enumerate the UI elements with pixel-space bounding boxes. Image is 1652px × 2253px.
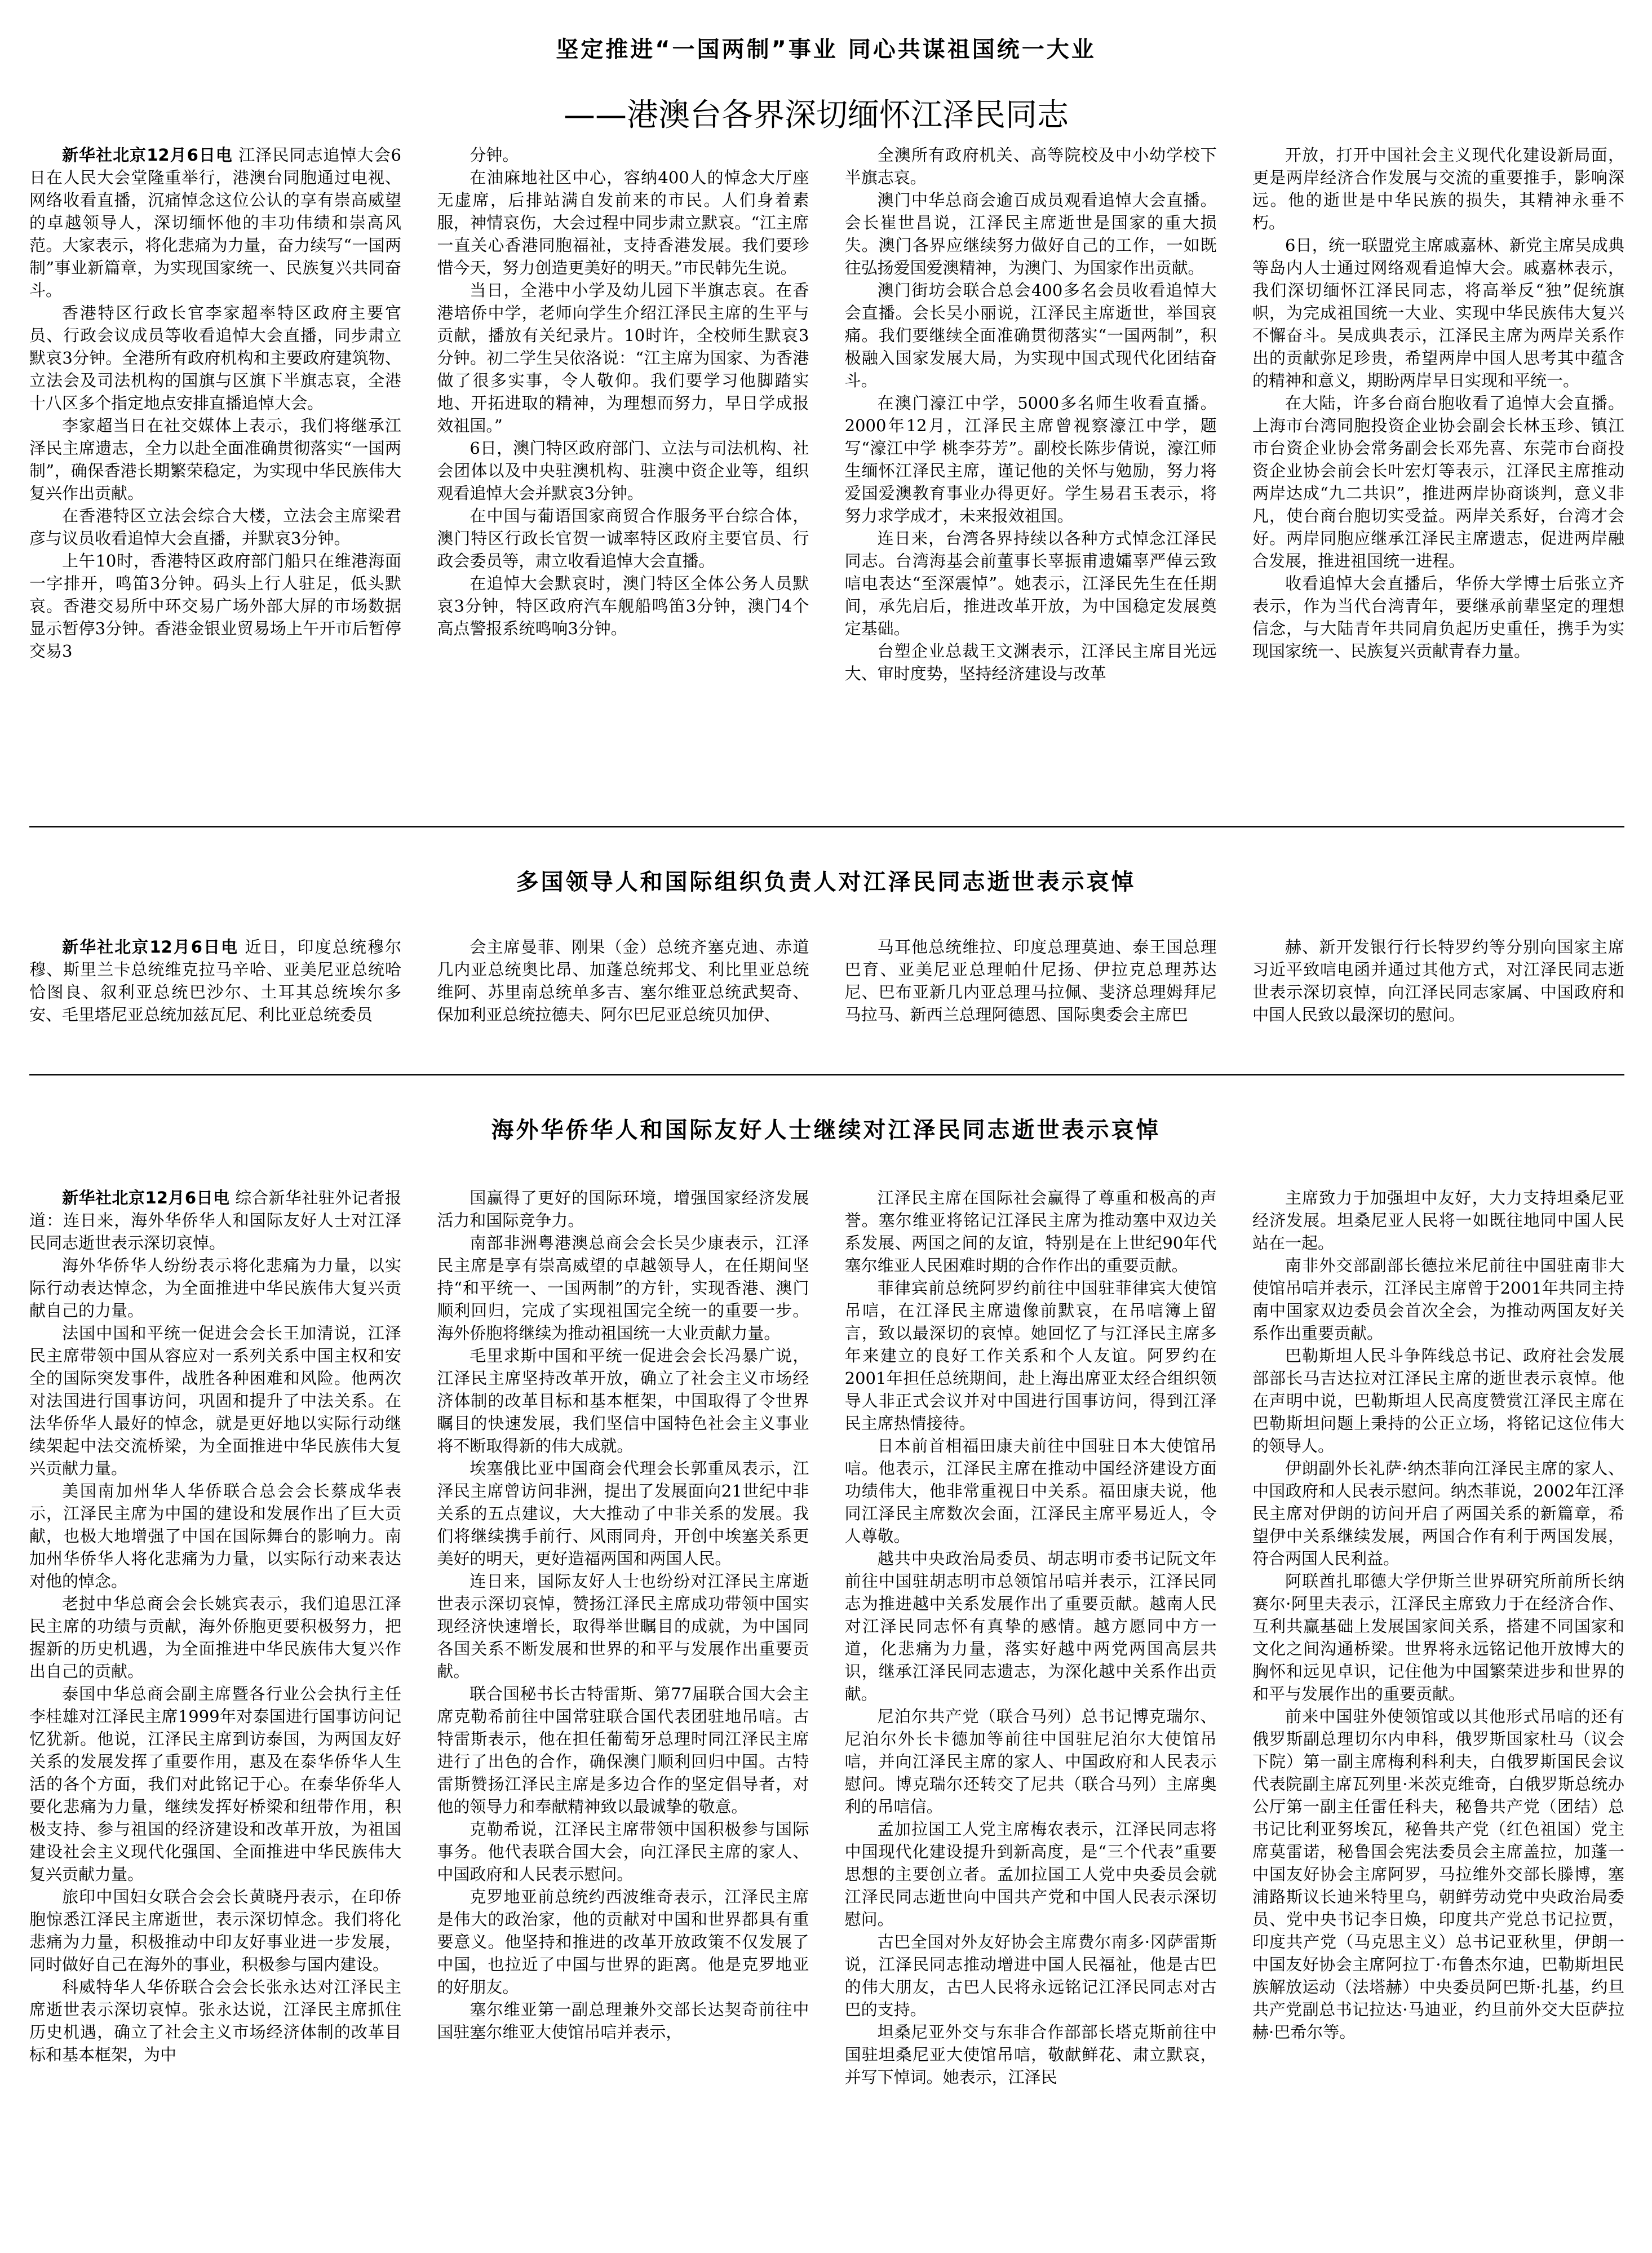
article-paragraph xyxy=(845,1187,1217,1277)
article-column xyxy=(1252,1187,1624,2243)
paragraph-text: 孟加拉国工人党主席梅农表示，江泽民同志将中国现代化建设提升到新高度，是“三个代表”重要思想的主要创立者。孟加拉国工人党中央委员会就江泽民同志逝世向中国共产党和中国人民表示深切慰问。 xyxy=(844,1820,1217,1929)
paragraph-text: 近日，印度总统穆尔穆、斯里兰卡总统维克拉马辛哈、亚美尼亚总统哈恰图良、叙利亚总统巴沙尔、土耳其总统埃尔多安、毛里塔尼亚总统加兹瓦尼、利比亚总统委员 xyxy=(29,937,401,1024)
article-paragraph xyxy=(1252,1705,1624,2043)
paragraph-text: 全澳所有政府机关、高等院校及中小幼学校下半旗志哀。 xyxy=(844,145,1217,187)
article-paragraph xyxy=(29,414,401,504)
paragraph-text: 在中国与葡语国家商贸合作服务平台综合体，澳门特区行政长官贺一诚率特区政府主要官员、行政会委员等，肃立收看追悼大会直播。 xyxy=(437,506,809,570)
article-column xyxy=(29,1187,401,2243)
paragraph-text: 泰国中华总商会副主席暨各行业公会执行主任李桂雄对江泽民主席1999年对泰国进行国事访问记忆犹新。他说，江泽民主席到访泰国，为两国友好关系的发展发挥了重要作用，惠及在泰华侨华人生活的各个方面，我们对此铭记于心。在泰华侨华人要化悲痛为力量，继续发挥好桥梁和纽带作用，积极支持、参与祖国的经济建设和改革开放，为祖国建设社会主义现代化强国、全面推进中华民族伟大复兴贡献力量。 xyxy=(29,1684,401,1884)
article-paragraph xyxy=(29,302,401,414)
article-paragraph xyxy=(1252,1254,1624,1344)
article-paragraph xyxy=(437,1818,809,1885)
paragraph-text: 当日，全港中小学及幼儿园下半旗志哀。在香港培侨中学，老师向学生介绍江泽民主席的生平与贡献，播放有关纪录片。10时许，全校师生默哀3分钟。初二学生吴依洛说：“江主席为国家、为香港做了很多实事，令人敬仰。我们要学习他脚踏实地、开拓进取的精神，为理想而努力，早日学成报效祖国。” xyxy=(437,281,809,435)
article-paragraph xyxy=(845,527,1217,640)
article-paragraph xyxy=(1252,936,1624,1026)
article-paragraph xyxy=(437,1344,809,1457)
article-overseas-chinese xyxy=(29,1187,1624,2243)
paragraph-text: 6日，统一联盟党主席戚嘉林、新党主席吴成典等岛内人士通过网络观看追悼大会。戚嘉林表示，我们深切缅怀江泽民同志，将高举反“独”促统旗帜，为完成祖国统一大业、实现中华民族伟大复兴不懈奋斗。吴成典表示，江泽民主席为两岸关系作出的贡献弥足珍贵，希望两岸中国人思考其中蕴含的精神和意义，期盼两岸早日实现和平统一。 xyxy=(1252,236,1624,390)
paragraph-text: 会主席曼菲、刚果（金）总统齐塞克迪、赤道几内亚总统奥比昂、加蓬总统邦戈、利比里亚总统维阿、苏里南总统单多吉、塞尔维亚总统武契奇、保加利亚总统拉德夫、阿尔巴尼亚总统贝加伊、 xyxy=(437,937,809,1024)
paragraph-text: 连日来，台湾各界持续以各种方式悼念江泽民同志。台湾海基会前董事长辜振甫遗孀辜严倬云致唁电表达“至深震悼”。她表示，江泽民先生在任期间，承先启后，推进改革开放，为中国稳定发展奠定基础。 xyxy=(844,529,1217,638)
article-paragraph xyxy=(845,279,1217,392)
article-paragraph xyxy=(437,279,809,437)
article-paragraph xyxy=(1252,1570,1624,1705)
article-column xyxy=(1252,144,1624,815)
article-column xyxy=(845,1187,1217,2243)
paragraph-text: 香港特区行政长官李家超率特区政府主要官员、行政会议成员等收看追悼大会直播，同步肃立默哀3分钟。全港所有政府机构和主要政府建筑物、立法会及司法机构的国旗与区旗下半旗志哀，全港十八区多个指定地点安排直播追悼大会。 xyxy=(29,303,401,413)
dateline: 新华社北京12月6日电 xyxy=(62,145,233,165)
paragraph-text: 开放，打开中国社会主义现代化建设新局面，更是两岸经济合作发展与交流的重要推手，影响深远。他的逝世是中华民族的损失，其精神永垂不朽。 xyxy=(1252,145,1624,232)
paragraph-text: 法国中国和平统一促进会会长王加清说，江泽民主席带领中国从容应对一系列关系中国主权和安全的国际突发事件，战胜各种困难和风险。他两次对法国进行国事访问，巩固和提升了中法关系。在法华侨华人最好的悼念，就是更好地以实际行动继续架起中法交流桥梁，为全面推进中华民族伟大复兴贡献力量。 xyxy=(29,1324,401,1478)
article-paragraph xyxy=(437,1232,809,1344)
article-column xyxy=(437,144,809,815)
article-paragraph xyxy=(29,550,401,662)
article-paragraph xyxy=(845,2021,1217,2088)
article-paragraph xyxy=(437,144,809,166)
article-paragraph xyxy=(29,144,401,302)
paragraph-text: 南部非洲粤港澳总商会会长吴少康表示，江泽民主席是享有崇高威望的卓越领导人，在任期间坚持“和平统一、一国两制”的方针，实现香港、澳门顺利回归，完成了实现祖国完全统一的重要一步。海外侨胞将继续为推动祖国统一大业贡献力量。 xyxy=(437,1233,809,1343)
paragraph-text: 澳门街坊会联合总会400多名会员收看追悼大会直播。会长吴小丽说，江泽民主席逝世，举国哀痛。我们要继续全面准确贯彻落实“一国两制”，积极融入国家发展大局，为实现中国式现代化团结奋斗。 xyxy=(844,281,1217,390)
article-paragraph xyxy=(437,1570,809,1683)
article-paragraph xyxy=(1252,1187,1624,1254)
headline-foreign-leaders-condolences: 多国领导人和国际组织负责人对江泽民同志逝世表示哀悼 xyxy=(516,869,1136,895)
article-paragraph xyxy=(437,1457,809,1570)
paragraph-text: 国赢得了更好的国际环境，增强国家经济发展活力和国际竞争力。 xyxy=(437,1188,809,1230)
article-paragraph xyxy=(845,392,1217,527)
article-paragraph xyxy=(1252,1344,1624,1457)
section-divider xyxy=(29,826,1624,827)
paragraph-text: 澳门中华总商会逾百成员观看追悼大会直播。会长崔世昌说，江泽民主席逝世是国家的重大损失。澳门各界应继续努力做好自己的工作，一如既往弘扬爱国爱澳精神，为澳门、为国家作出贡献。 xyxy=(844,191,1217,277)
article-paragraph xyxy=(845,1818,1217,1931)
paragraph-text: 日本前首相福田康夫前往中国驻日本大使馆吊唁。他表示，江泽民主席在推动中国经济建设方面功绩伟大，他非常重视日中关系。福田康夫说，他同江泽民主席数次会面，江泽民主席平易近人，令人尊敬。 xyxy=(844,1436,1217,1546)
paragraph-text: 分钟。 xyxy=(470,145,519,165)
article-paragraph xyxy=(437,1683,809,1818)
paragraph-text: 江泽民主席在国际社会赢得了尊重和极高的声誉。塞尔维亚将铭记江泽民主席为推动塞中双边关系发展、两国之间的友谊，特别是在上世纪90年代塞尔维亚人民困难时期的合作作出的重要贡献。 xyxy=(844,1188,1217,1275)
article-paragraph xyxy=(29,1322,401,1480)
article-paragraph xyxy=(29,504,401,550)
paragraph-text: 坦桑尼亚外交与东非合作部部长塔克斯前往中国驻坦桑尼亚大使馆吊唁，敬献鲜花、肃立默哀，并写下悼词。她表示，江泽民 xyxy=(844,2022,1217,2087)
article-paragraph xyxy=(29,1683,401,1885)
article-paragraph xyxy=(845,144,1217,189)
paragraph-text: 埃塞俄比亚中国商会代理会长郭重凤表示，江泽民主席曾访问非洲，提出了发展面向21世纪中非关系的五点建议，大大推动了中非关系的发展。我们将继续携手前行、风雨同舟，开创中埃塞关系更美好的明天，更好造福两国和两国人民。 xyxy=(437,1459,809,1568)
paragraph-text: 尼泊尔共产党（联合马列）总书记博克瑞尔、尼泊尔外长卡德加等前往中国驻尼泊尔大使馆吊唁，并向江泽民主席的家人、中国政府和人民表示慰问。博克瑞尔还转交了尼共（联合马列）主席奥利的吊唁信。 xyxy=(844,1707,1217,1816)
paragraph-text: 收看追悼大会直播后，华侨大学博士后张立齐表示，作为当代台湾青年，要继承前辈坚定的理想信念，与大陆青年共同肩负起历史重任，携手为实现国家统一、民族复兴贡献青春力量。 xyxy=(1252,574,1624,661)
article-hk-macao-taiwan xyxy=(29,144,1624,815)
article-paragraph xyxy=(845,1705,1217,1818)
article-paragraph xyxy=(1252,234,1624,392)
article-paragraph xyxy=(29,1480,401,1592)
paragraph-text: 在澳门濠江中学，5000多名师生收看直播。2000年12月，江泽民主席曾视察濠江中学，题写“濠江中学 桃李芬芳”。副校长陈步倩说，濠江师生缅怀江泽民主席，谨记他的关怀与勉励，努力将爱国爱澳教育事业办得更好。学生易君玉表示，将努力求学成才，未来报效祖国。 xyxy=(844,393,1217,525)
paragraph-text: 南非外交部副部长德拉米尼前往中国驻南非大使馆吊唁并表示，江泽民主席曾于2001年共同主持南中国家双边委员会首次全会，为推动两国友好关系作出重要贡献。 xyxy=(1252,1256,1624,1343)
article-paragraph xyxy=(437,572,809,640)
paragraph-text: 6日，澳门特区政府部门、立法与司法机构、社会团体以及中央驻澳机构、驻澳中资企业等，组织观看追悼大会并默哀3分钟。 xyxy=(437,439,809,503)
article-paragraph xyxy=(437,936,809,1026)
article-paragraph xyxy=(845,189,1217,279)
article-paragraph xyxy=(29,1976,401,2066)
headline-tribute-hk-macao-taiwan: 坚定推进“一国两制”事业 同心共谋祖国统一大业 xyxy=(556,37,1096,63)
paragraph-text: 在油麻地社区中心，容纳400人的悼念大厅座无虚席，后排站满自发前来的市民。人们身着素服，神情哀伤，大会过程中同步肃立默哀。“江主席一直关心香港同胞福祉，支持香港发展。我们要珍惜今天，努力创造更美好的明天。”市民韩先生说。 xyxy=(437,168,809,277)
article-paragraph xyxy=(1252,1457,1624,1570)
dateline: 新华社北京12月6日电 xyxy=(62,1188,230,1207)
paragraph-text: 老挝中华总商会会长姚宾表示，我们追思江泽民主席的功绩与贡献，海外侨胞更要积极努力，把握新的历史机遇，为全面推进中华民族伟大复兴作出自己的贡献。 xyxy=(29,1594,401,1681)
paragraph-text: 联合国秘书长古特雷斯、第77届联合国大会主席克勒希前往中国常驻联合国代表团驻地吊唁。古特雷斯表示，他在担任葡萄牙总理时同江泽民主席进行了出色的合作，确保澳门顺利回归中国。古特雷斯赞扬江泽民主席是多边合作的坚定倡导者，对他的领导力和奉献精神致以最诚挚的敬意。 xyxy=(437,1684,809,1816)
paragraph-text: 海外华侨华人纷纷表示将化悲痛为力量，以实际行动表达悼念，为全面推进中华民族伟大复兴贡献自己的力量。 xyxy=(29,1256,401,1320)
article-paragraph xyxy=(437,166,809,279)
article-paragraph xyxy=(29,1885,401,1976)
article-paragraph xyxy=(29,1592,401,1683)
article-paragraph xyxy=(1252,392,1624,572)
article-paragraph xyxy=(845,1931,1217,2021)
paragraph-text: 赫、新开发银行行长特罗约等分别向国家主席习近平致唁电函并通过其他方式，对江泽民同志逝世表示深切哀悼，向江泽民同志家属、中国政府和中国人民致以最深切的慰问。 xyxy=(1252,937,1624,1024)
section-divider xyxy=(29,1074,1624,1075)
paragraph-text: 毛里求斯中国和平统一促进会会长冯暴广说，江泽民主席坚持改革开放，确立了社会主义市场经济体制的改革目标和基本框架，中国取得了令世界瞩目的快速发展，我们坚信中国特色社会主义事业将不断取得新的伟大成就。 xyxy=(437,1346,809,1455)
article-column xyxy=(437,1187,809,2243)
article-column xyxy=(29,144,401,815)
article-paragraph xyxy=(845,1277,1217,1435)
headline-overseas-chinese-condolences: 海外华侨华人和国际友好人士继续对江泽民同志逝世表示哀悼 xyxy=(491,1117,1161,1143)
paragraph-text: 上午10时，香港特区政府部门船只在维港海面一字排开，鸣笛3分钟。码头上行人驻足，低头默哀。香港交易所中环交易广场外部大屏的市场数据显示暂停3分钟。香港金银业贸易场上午开市后暂停交易3 xyxy=(29,551,401,661)
article-paragraph xyxy=(29,1187,401,1254)
article-paragraph xyxy=(437,437,809,504)
paragraph-text: 科威特华人华侨联合会会长张永达对江泽民主席逝世表示深切哀悼。张永达说，江泽民主席抓住历史机遇，确立了社会主义市场经济体制的改革目标和基本框架，为中 xyxy=(29,1977,401,2064)
dateline: 新华社北京12月6日电 xyxy=(62,937,239,957)
paragraph-text: 江泽民同志追悼大会6日在人民大会堂隆重举行，港澳台同胞通过电视、网络收看直播，沉痛悼念这位公认的享有崇高威望的卓越领导人，深切缅怀他的丰功伟绩和崇高风范。大家表示，将化悲痛为力量，奋力续写“一国两制”事业新篇章，为实现国家统一、民族复兴共同奋斗。 xyxy=(29,145,401,300)
paragraph-text: 台塑企业总裁王文渊表示，江泽民主席目光远大、审时度势，坚持经济建设与改革 xyxy=(844,641,1217,683)
article-column xyxy=(29,936,401,1065)
paragraph-text: 旅印中国妇女联合会会长黄晓丹表示，在印侨胞惊悉江泽民主席逝世，表示深切悼念。我们将化悲痛为力量，积极推动中印友好事业进一步发展，同时做好自己在海外的事业，积极参与国内建设。 xyxy=(29,1887,401,1974)
paragraph-text: 伊朗副外长礼萨·纳杰菲向江泽民主席的家人、中国政府和人民表示慰问。纳杰菲说，2002年江泽民主席对伊朗的访问开启了两国关系的新篇章，希望伊中关系继续发展，两国合作有利于两国发展，符合两国人民利益。 xyxy=(1252,1459,1624,1568)
paragraph-text: 李家超当日在社交媒体上表示，我们将继承江泽民主席遗志，全力以赴全面准确贯彻落实“一国两制”，确保香港长期繁荣稳定，为实现中华民族伟大复兴作出贡献。 xyxy=(29,416,401,503)
paragraph-text: 马耳他总统维拉、印度总理莫迪、泰王国总理巴育、亚美尼亚总理帕什尼扬、伊拉克总理苏达尼、巴布亚新几内亚总理马拉佩、斐济总理姆拜尼马拉马、新西兰总理阿德恩、国际奥委会主席巴 xyxy=(844,937,1217,1024)
article-paragraph xyxy=(1252,572,1624,662)
paragraph-text: 综合新华社驻外记者报道：连日来，海外华侨华人和国际友好人士对江泽民同志逝世表示深切哀悼。 xyxy=(29,1188,401,1252)
article-column xyxy=(437,936,809,1065)
paragraph-text: 克罗地亚前总统约西波维奇表示，江泽民主席是伟大的政治家，他的贡献对中国和世界都具有重要意义。他坚持和推进的改革开放政策不仅发展了中国，也拉近了中国与世界的距离。他是克罗地亚的好朋友。 xyxy=(437,1887,809,1997)
paragraph-text: 美国南加州华人华侨联合总会会长蔡成华表示，江泽民主席为中国的建设和发展作出了巨大贡献，也极大地增强了中国在国际舞台的影响力。南加州华侨华人将化悲痛为力量，以实际行动来表达对他的悼念。 xyxy=(29,1481,401,1591)
article-paragraph xyxy=(845,936,1217,1026)
article-paragraph xyxy=(845,1547,1217,1705)
subheadline-tribute-hk-macao-taiwan: ——港澳台各界深切缅怀江泽民同志 xyxy=(564,97,1069,134)
article-paragraph xyxy=(845,1435,1217,1547)
article-paragraph xyxy=(437,1998,809,2043)
paragraph-text: 连日来，国际友好人士也纷纷对江泽民主席逝世表示深切哀悼，赞扬江泽民主席成功带领中国实现经济快速增长，取得举世瞩目的成就，为中国同各国关系不断发展和世界的和平与发展作出重要贡献。 xyxy=(437,1572,809,1681)
article-paragraph xyxy=(437,1187,809,1232)
paragraph-text: 古巴全国对外友好协会主席费尔南多·冈萨雷斯说，江泽民同志推动增进中国人民福祉，他是古巴的伟大朋友，古巴人民将永远铭记江泽民同志对古巴的支持。 xyxy=(844,1932,1217,2019)
article-paragraph xyxy=(437,504,809,572)
paragraph-text: 主席致力于加强坦中友好，大力支持坦桑尼亚经济发展。坦桑尼亚人民将一如既往地同中国人民站在一起。 xyxy=(1252,1188,1624,1252)
paragraph-text: 阿联酋扎耶德大学伊斯兰世界研究所前所长纳赛尔·阿里夫表示，江泽民主席致力于在经济合作、互利共赢基础上发展国家间关系，搭建不同国家和文化之间沟通桥梁。世界将永远铭记他开放博大的胸怀和远见卓识，记住他为中国繁荣进步和世界的和平与发展作出的重要贡献。 xyxy=(1252,1572,1624,1703)
article-paragraph xyxy=(1252,144,1624,234)
article-paragraph xyxy=(845,640,1217,685)
paragraph-text: 在大陆，许多台商台胞收看了追悼大会直播。上海市台湾同胞投资企业协会副会长林玉珍、镇江市台资企业协会常务副会长邓先喜、东莞市台商投资企业协会前会长叶宏灯等表示，江泽民主席推动两岸达成“九二共识”，推进两岸协商谈判，意义非凡，使台商台胞切实受益。两岸关系好，台湾才会好。两岸同胞应继承江泽民主席遗志，促进两岸融合发展，推进祖国统一进程。 xyxy=(1252,393,1624,570)
article-paragraph xyxy=(29,936,401,1026)
paragraph-text: 在追悼大会默哀时，澳门特区全体公务人员默哀3分钟，特区政府汽车舰船鸣笛3分钟，澳门4个高点警报系统鸣响3分钟。 xyxy=(437,574,809,638)
paragraph-text: 菲律宾前总统阿罗约前往中国驻菲律宾大使馆吊唁，在江泽民主席遗像前默哀，在吊唁簿上留言，致以最深切的哀悼。她回忆了与江泽民主席多年来建立的良好工作关系和个人友谊。阿罗约在2001年担任总统期间，赴上海出席亚太经合组织领导人非正式会议并对中国进行国事访问，得到江泽民主席热情接待。 xyxy=(844,1278,1217,1433)
article-column xyxy=(1252,936,1624,1065)
article-foreign-leaders xyxy=(29,936,1624,1065)
paragraph-text: 前来中国驻外使领馆或以其他形式吊唁的还有俄罗斯副总理切尔内申科，俄罗斯国家杜马（议会下院）第一副主席梅利科利夫，白俄罗斯国民会议代表院副主席瓦列里·米茨克维奇，白俄罗斯总统办公厅第一副主任雷任科夫，秘鲁共产党（团结）总书记比利亚努埃瓦，秘鲁共产党（红色祖国）党主席莫雷诺，秘鲁国会宪法委员会主席盖拉，加蓬一中国友好协会主席阿罗，马拉维外交部长滕博，塞浦路斯议长迪米特里乌，朝鲜劳动党中央政治局委员、党中央书记李日焕，印度共产党总书记拉贾，印度共产党（马克思主义）总书记亚秋里，伊朗一中国友好协会主席阿拉丁·布鲁杰尔迪，巴勒斯坦民族解放运动（法塔赫）中央委员阿巴斯·扎基，约旦共产党副总书记拉达·马迪亚，约旦前外交大臣萨拉赫·巴希尔等。 xyxy=(1252,1707,1624,2042)
paragraph-text: 巴勒斯坦人民斗争阵线总书记、政府社会发展部部长马吉达拉对江泽民主席的逝世表示哀悼。他在声明中说，巴勒斯坦人民高度赞赏江泽民主席在巴勒斯坦问题上秉持的公正立场，将铭记这位伟大的领导人。 xyxy=(1252,1346,1624,1455)
article-column xyxy=(845,144,1217,815)
paragraph-text: 克勒希说，江泽民主席带领中国积极参与国际事务。他代表联合国大会，向江泽民主席的家人、中国政府和人民表示慰问。 xyxy=(437,1820,809,1884)
paragraph-text: 塞尔维亚第一副总理兼外交部长达契奇前往中国驻塞尔维亚大使馆吊唁并表示， xyxy=(437,2000,809,2042)
paragraph-text: 越共中央政治局委员、胡志明市委书记阮文年前往中国驻胡志明市总领馆吊唁并表示，江泽民同志为推进越中关系发展作出了重要贡献。越南人民对江泽民同志怀有真挚的感情。越方愿同中方一道，化悲痛为力量，落实好越中两党两国高层共识，继承江泽民同志遗志，为深化越中关系作出贡献。 xyxy=(844,1549,1217,1703)
article-column xyxy=(845,936,1217,1065)
article-paragraph xyxy=(29,1254,401,1322)
article-paragraph xyxy=(437,1885,809,1998)
paragraph-text: 在香港特区立法会综合大楼，立法会主席梁君彦与议员收看追悼大会直播，并默哀3分钟。 xyxy=(29,506,401,548)
